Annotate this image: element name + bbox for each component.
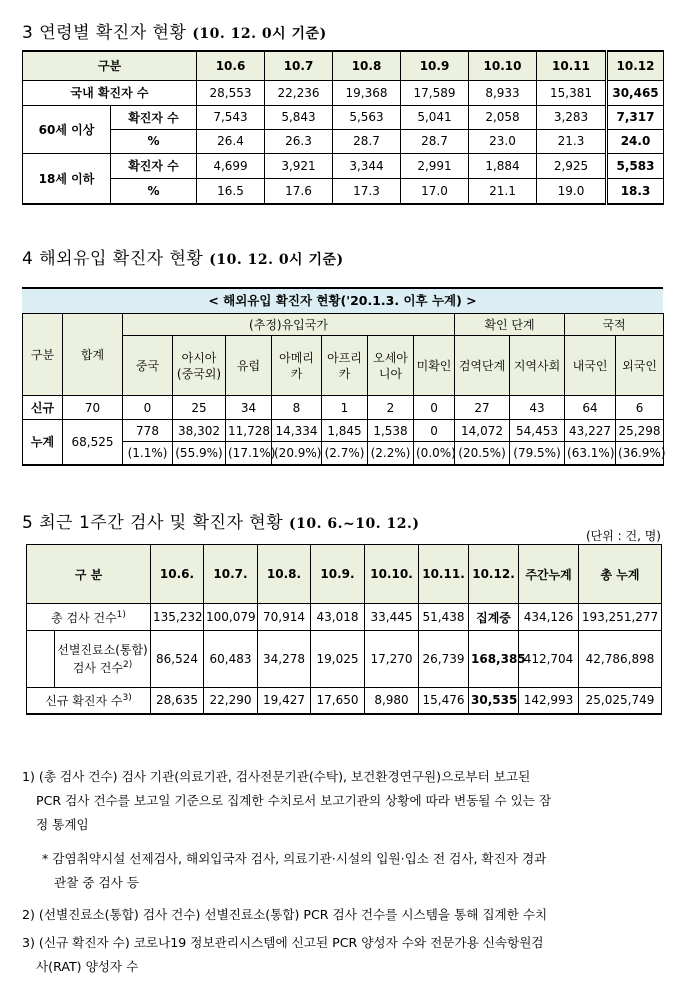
age-header-date: 10.11: [537, 51, 607, 80]
weekly-header-total-sum: 총 누계: [579, 545, 662, 604]
overseas-pct-cell: (63.1%): [565, 442, 616, 465]
over60-count-cell: 2,058: [469, 105, 537, 129]
weekly-table: [26, 544, 662, 715]
over60-count-label: 확진자 수: [111, 105, 197, 129]
under18-pct-cell: 19.0: [537, 178, 607, 204]
age-header-date: 10.10: [469, 51, 537, 80]
total-tests-cell: 70,914: [258, 604, 311, 631]
section-5-subtitle: (10. 6.~10. 12.): [289, 516, 420, 532]
over60-pct-cell: 28.7: [333, 129, 401, 153]
overseas-pct-cell: (20.9%): [272, 442, 322, 465]
over60-count-cell: 7,543: [197, 105, 265, 129]
footnote-3-line-2: 사(RAT) 양성자 수: [36, 959, 139, 974]
footnote-1-line-1: 1) (총 검사 건수) 검사 기관(의료기관, 검사전문기관(수탁), 보건환경연구원)으로부터 보고된: [22, 769, 531, 784]
clinic-tests-label-line2: 검사 건수: [72, 660, 123, 675]
overseas-cum-cell: 14,072: [455, 420, 510, 442]
total-tests-label: [27, 604, 151, 631]
under18-pct-cell: 18.3: [607, 178, 664, 204]
overseas-cum-cell: 38,302: [173, 420, 226, 442]
overseas-new-cell: 1: [322, 396, 368, 420]
overseas-pct-cell: (55.9%): [173, 442, 226, 465]
age-header-date: 10.7: [265, 51, 333, 80]
over60-pct-cell: 26.3: [265, 129, 333, 153]
country-header: 미확인: [414, 336, 455, 396]
country-header: 유럽: [226, 336, 272, 396]
new-cases-cell: 19,427: [258, 688, 311, 714]
overseas-pct-cell: (79.5%): [510, 442, 565, 465]
overseas-col-total: 합계: [63, 314, 123, 396]
new-cases-cell: 17,650: [311, 688, 365, 714]
national-cell: 17,589: [401, 80, 469, 105]
age-header-date: 10.12: [607, 51, 664, 80]
over60-pct-cell: 24.0: [607, 129, 664, 153]
weekly-header-date: 10.11.: [419, 545, 469, 604]
new-cases-cell: 8,980: [365, 688, 419, 714]
overseas-new-cell: 25: [173, 396, 226, 420]
country-header: 아시아(중국외): [173, 336, 226, 396]
total-tests-cell: 43,018: [311, 604, 365, 631]
overseas-group-nation: 국적: [565, 314, 664, 336]
section-5-heading: 5 최근 1주간 검사 및 확진자 현황: [22, 513, 284, 533]
clinic-tests-cell: 86,524: [151, 631, 204, 688]
under18-count-cell: 2,925: [537, 153, 607, 178]
overseas-new-cell: 43: [510, 396, 565, 420]
over60-count-cell: 5,563: [333, 105, 401, 129]
overseas-new-cell: 64: [565, 396, 616, 420]
overseas-pct-cell: (2.7%): [322, 442, 368, 465]
under18-count-cell: 2,991: [401, 153, 469, 178]
overseas-cum-cell: 25,298: [616, 420, 664, 442]
national-cell: 30,465: [607, 80, 664, 105]
overseas-new-cell: 6: [616, 396, 664, 420]
overseas-pct-cell: (17.1%): [226, 442, 272, 465]
total-tests-cell: 434,126: [519, 604, 579, 631]
national-cell: 8,933: [469, 80, 537, 105]
overseas-col-gubun: 구분: [23, 314, 63, 396]
under18-pct-cell: 17.6: [265, 178, 333, 204]
country-header: 아프리카: [322, 336, 368, 396]
total-tests-cell: 193,251,277: [579, 604, 662, 631]
overseas-cum-total: 68,525: [63, 420, 123, 465]
total-tests-cell: 33,445: [365, 604, 419, 631]
footnote-3-line-1: 3) (신규 확진자 수) 코로나19 정보관리시스템에 신고된 PCR 양성자 수와 전문가용 신속항원검: [22, 935, 544, 950]
overseas-cum-label: 누계: [23, 420, 63, 465]
new-cases-footnote-ref: 3): [122, 692, 132, 703]
unit-label: (단위 : 건, 명): [585, 529, 661, 543]
under18-pct-cell: 21.1: [469, 178, 537, 204]
under18-pct-cell: 17.3: [333, 178, 401, 204]
stage-header: 검역단계: [455, 336, 510, 396]
overseas-pct-cell: (36.9%): [616, 442, 664, 465]
clinic-tests-cell: 42,786,898: [579, 631, 662, 688]
overseas-cum-cell: 0: [414, 420, 455, 442]
overseas-cum-cell: 11,728: [226, 420, 272, 442]
overseas-new-cell: 27: [455, 396, 510, 420]
total-tests-cell: 집계중: [469, 604, 519, 631]
footnote-1-star-line-1: * 감염취약시설 선제검사, 해외입국자 검사, 의료기관·시설의 입원·입소 전 검사, 확진자 경과: [42, 851, 547, 866]
weekly-header-date: 10.9.: [311, 545, 365, 604]
clinic-tests-cell: 26,739: [419, 631, 469, 688]
overseas-cum-cell: 14,334: [272, 420, 322, 442]
section-5-title: [22, 508, 419, 533]
over60-count-cell: 5,843: [265, 105, 333, 129]
overseas-new-cell: 8: [272, 396, 322, 420]
total-tests-cell: 51,438: [419, 604, 469, 631]
new-cases-label: [27, 688, 151, 714]
overseas-cum-cell: 1,538: [368, 420, 414, 442]
under18-count-cell: 3,344: [333, 153, 401, 178]
weekly-header-weekly-sum: 주간누계: [519, 545, 579, 604]
under18-count-cell: 1,884: [469, 153, 537, 178]
section-3-title: [22, 18, 327, 43]
total-tests-label-text: 총 검사 건수: [51, 610, 117, 625]
country-header: 중국: [123, 336, 173, 396]
indent-spacer: [27, 631, 55, 688]
age-header-gubun: 구분: [23, 51, 197, 80]
new-cases-cell: 28,635: [151, 688, 204, 714]
overseas-new-cell: 2: [368, 396, 414, 420]
new-cases-cell: 142,993: [519, 688, 579, 714]
under18-count-label: 확진자 수: [111, 153, 197, 178]
nation-header: 외국인: [616, 336, 664, 396]
overseas-new-total: 70: [63, 396, 123, 420]
weekly-header-date: 10.6.: [151, 545, 204, 604]
footnote-1-line-2: PCR 검사 건수를 보고일 기준으로 집계한 수치로서 보고기관의 상황에 따라 변동될 수 있는 잠: [36, 793, 552, 808]
overseas-table: [22, 313, 664, 466]
clinic-tests-cell: 168,385: [469, 631, 519, 688]
age-header-date: 10.9: [401, 51, 469, 80]
footnote-2: 2) (선별진료소(통합) 검사 건수) 선별진료소(통합) PCR 검사 건수를 시스템을 통해 집계한 수치: [22, 907, 548, 922]
section-3-subtitle: (10. 12. 0시 기준): [192, 26, 327, 42]
overseas-pct-cell: (20.5%): [455, 442, 510, 465]
overseas-new-label: 신규: [23, 396, 63, 420]
overseas-new-cell: 0: [414, 396, 455, 420]
new-cases-cell: 22,290: [204, 688, 258, 714]
over60-pct-cell: 23.0: [469, 129, 537, 153]
section-4-title: [22, 244, 344, 269]
national-cell: 22,236: [265, 80, 333, 105]
clinic-tests-label: [55, 631, 151, 688]
clinic-tests-cell: 19,025: [311, 631, 365, 688]
total-tests-footnote-ref: 1): [116, 609, 126, 620]
under18-pct-cell: 17.0: [401, 178, 469, 204]
national-cell: 15,381: [537, 80, 607, 105]
overseas-caption: [22, 287, 663, 314]
footnote-1-line-3: 정 통계임: [36, 817, 89, 832]
age-table: [22, 50, 664, 205]
under18-pct-cell: 16.5: [197, 178, 265, 204]
national-label: 국내 확진자 수: [23, 80, 197, 105]
age-header-date: 10.8: [333, 51, 401, 80]
nation-header: 내국인: [565, 336, 616, 396]
under18-count-cell: 3,921: [265, 153, 333, 178]
new-cases-label-text: 신규 확진자 수: [45, 693, 123, 708]
country-header: 아메리카: [272, 336, 322, 396]
overseas-cum-cell: 778: [123, 420, 173, 442]
new-cases-cell: 30,535: [469, 688, 519, 714]
overseas-new-cell: 34: [226, 396, 272, 420]
country-header: 오세아니아: [368, 336, 414, 396]
clinic-tests-footnote-ref: 2): [122, 659, 133, 670]
weekly-header-date: 10.12.: [469, 545, 519, 604]
over60-pct-label: %: [111, 129, 197, 153]
footnote-1-star-line-2: 관찰 중 검사 등: [54, 875, 140, 890]
clinic-tests-cell: 17,270: [365, 631, 419, 688]
section-3-heading: 3 연령별 확진자 현황: [22, 23, 187, 43]
weekly-header-gubun: 구 분: [27, 545, 151, 604]
over60-count-cell: 7,317: [607, 105, 664, 129]
section-4-subtitle: (10. 12. 0시 기준): [209, 252, 344, 268]
weekly-header-date: 10.7.: [204, 545, 258, 604]
under18-count-cell: 5,583: [607, 153, 664, 178]
over60-count-cell: 5,041: [401, 105, 469, 129]
weekly-header-date: 10.10.: [365, 545, 419, 604]
overseas-cum-cell: 54,453: [510, 420, 565, 442]
total-tests-cell: 135,232: [151, 604, 204, 631]
overseas-cum-cell: 43,227: [565, 420, 616, 442]
stage-header: 지역사회: [510, 336, 565, 396]
age-header-date: 10.6: [197, 51, 265, 80]
under18-pct-label: %: [111, 178, 197, 204]
section-4-heading: 4 해외유입 확진자 현황: [22, 249, 204, 269]
clinic-tests-cell: 60,483: [204, 631, 258, 688]
overseas-pct-cell: (0.0%): [414, 442, 455, 465]
new-cases-cell: 25,025,749: [579, 688, 662, 714]
over60-count-cell: 3,283: [537, 105, 607, 129]
overseas-group-country: (추정)유입국가: [123, 314, 455, 336]
new-cases-cell: 15,476: [419, 688, 469, 714]
over60-label: 60세 이상: [23, 105, 111, 153]
national-cell: 28,553: [197, 80, 265, 105]
over60-pct-cell: 26.4: [197, 129, 265, 153]
over60-pct-cell: 21.3: [537, 129, 607, 153]
under18-count-cell: 4,699: [197, 153, 265, 178]
total-tests-cell: 100,079: [204, 604, 258, 631]
clinic-tests-cell: 34,278: [258, 631, 311, 688]
under18-label: 18세 이하: [23, 153, 111, 204]
overseas-caption-text: < 해외유입 확진자 현황('20.1.3. 이후 누계) >: [208, 293, 477, 308]
weekly-header-date: 10.8.: [258, 545, 311, 604]
overseas-cum-cell: 1,845: [322, 420, 368, 442]
overseas-new-cell: 0: [123, 396, 173, 420]
clinic-tests-label-line1: 선별진료소(통합): [57, 642, 148, 657]
national-cell: 19,368: [333, 80, 401, 105]
overseas-pct-cell: (2.2%): [368, 442, 414, 465]
overseas-pct-cell: (1.1%): [123, 442, 173, 465]
over60-pct-cell: 28.7: [401, 129, 469, 153]
overseas-group-stage: 확인 단계: [455, 314, 565, 336]
clinic-tests-cell: 412,704: [519, 631, 579, 688]
